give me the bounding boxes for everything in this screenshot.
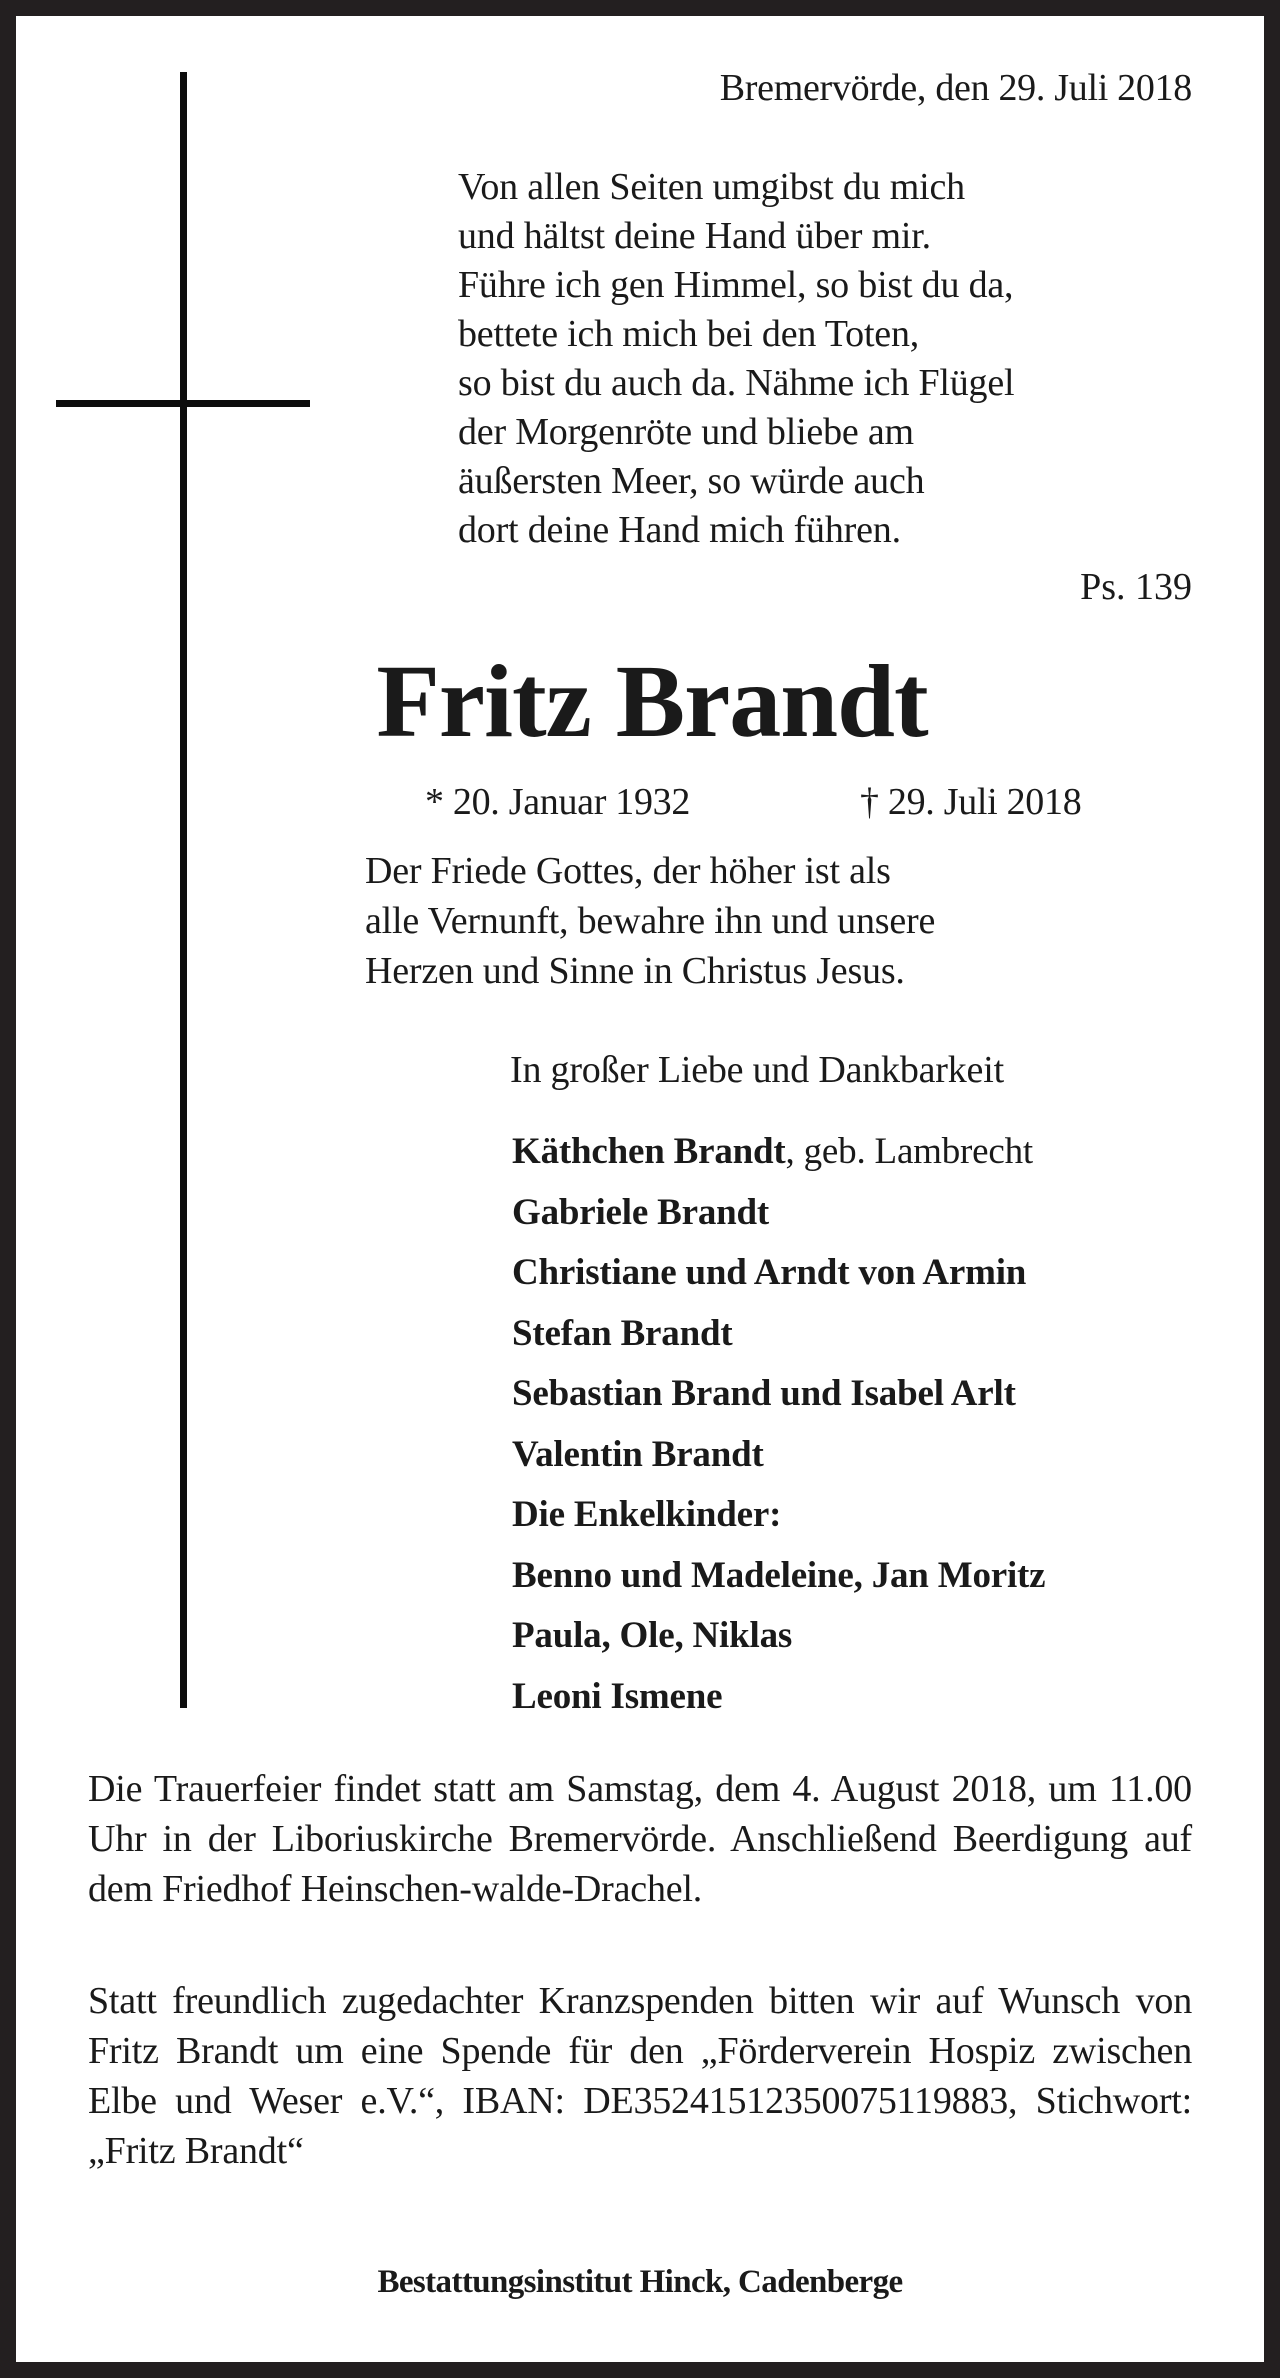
verse-line: der Morgenröte und bliebe am	[458, 411, 914, 453]
mourner-item: Die Enkelkinder:	[512, 1494, 782, 1535]
mourner-name: Käthchen Brandt	[512, 1131, 786, 1172]
cross-icon-vertical-bar	[180, 72, 187, 1708]
verse-line: äußersten Meer, so würde auch	[458, 460, 925, 502]
mourner-item: Christiane und Arndt von Armin	[512, 1252, 1027, 1293]
death-date: † 29. Juli 2018	[860, 781, 1082, 823]
ceremony-details: Die Trauerfeier findet statt am Samstag, dem 4. August 2018, um 11.00 Uhr in der Liboriuskirche Bremervörde. Anschließend Beerdigung auf dem Friedhof Heinschen-walde-Drachel.	[88, 1768, 1192, 1910]
mourner-item: Stefan Brandt	[512, 1312, 733, 1354]
cross-icon-horizontal-bar	[56, 400, 310, 407]
psalm-verse	[458, 163, 1014, 555]
deceased-name: Fritz Brandt	[376, 644, 928, 759]
birth-date: * 20. Januar 1932	[425, 781, 691, 823]
mourner-item: Leoni Ismene	[512, 1675, 723, 1717]
donation-request: Statt freundlich zugedachter Kranzspenden bitten wir auf Wunsch von Fritz Brandt um eine Spende für den „Förderverein Hospiz zwischen Elbe und Weser e.V.“, IBAN: DE35241512350075119883, Stichwort: „Fritz Brandt“	[88, 1980, 1192, 2172]
mourner-suffix: , geb. Lambrecht	[785, 1131, 1033, 1172]
verse-line: so bist du auch da. Nähme ich Flügel	[458, 362, 1015, 404]
verse-line: und hältst deine Hand über mir.	[458, 215, 931, 257]
blessing-line: Herzen und Sinne in Christus Jesus.	[365, 950, 905, 992]
verse-reference: Ps. 139	[1080, 566, 1192, 608]
verse-line: dort deine Hand mich führen.	[458, 509, 901, 551]
verse-line: Führe ich gen Himmel, so bist du da,	[458, 264, 1014, 306]
mourners-list	[512, 1122, 1045, 1727]
mourner-item: Sebastian Brand und Isabel Arlt	[512, 1373, 1016, 1414]
funeral-home: Bestattungsinstitut Hinck, Cadenberge	[377, 2264, 903, 2300]
mourners-intro: In großer Liebe und Dankbarkeit	[510, 1049, 1004, 1091]
blessing-line: alle Vernunft, bewahre ihn und unsere	[365, 900, 936, 942]
blessing-line: Der Friede Gottes, der höher ist als	[365, 850, 891, 892]
mourner-item: Gabriele Brandt	[512, 1191, 770, 1233]
blessing-verse	[365, 846, 935, 996]
mourner-item: Paula, Ole, Niklas	[512, 1615, 793, 1656]
verse-line: bettete ich mich bei den Toten,	[458, 313, 920, 355]
mourner-item: Benno und Madeleine, Jan Moritz	[512, 1554, 1046, 1596]
verse-line: Von allen Seiten umgibst du mich	[458, 166, 965, 208]
place-date: Bremervörde, den 29. Juli 2018	[719, 67, 1192, 109]
mourner-item	[512, 1122, 1045, 1183]
mourner-item: Valentin Brandt	[512, 1433, 764, 1475]
